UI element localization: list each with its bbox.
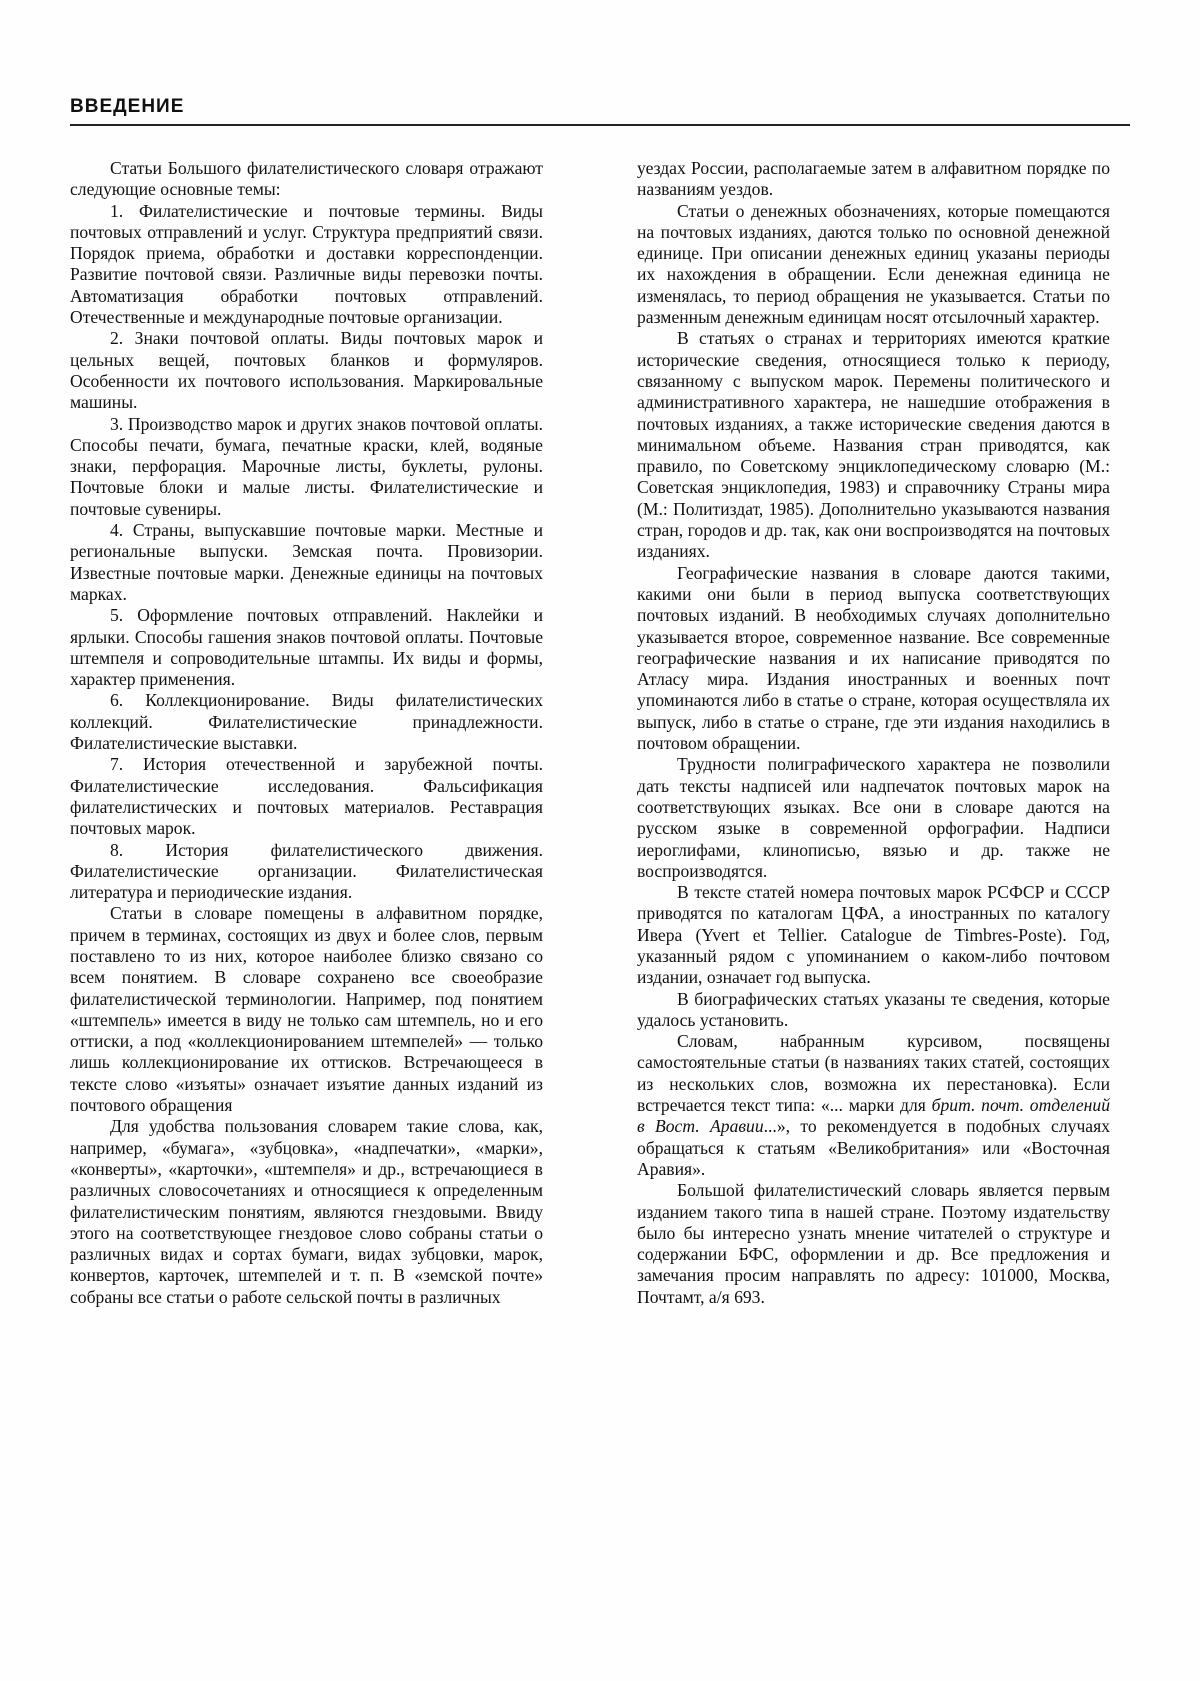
- topic-6-paragraph: 6. Коллекционирование. Виды филателистических коллекций. Филателистические принадлежности. Филателистические выставки.: [70, 690, 543, 754]
- book-page: [0, 0, 1200, 1681]
- left-column: [70, 158, 543, 1308]
- inscriptions-paragraph: Трудности полиграфического характера не позволили дать тексты надписей или надпечаток почтовых марок на соответствующих языках. Все они в словаре даются на русском языке в современной орфографии. Надписи иероглифами, клинописью, вязью и др. также не воспроизводятся.: [637, 754, 1110, 882]
- closing-paragraph: Большой филателистический словарь является первым изданием такого типа в нашей стране. Поэтому издательству было бы интересно узнать мнение читателей о структуре и содержании БФС, оформлении и др. Все предложения и замечания просим направлять по адресу: 101000, Москва, Почтамт, а/я 693.: [637, 1180, 1110, 1308]
- continuation-paragraph: уездах России, располагаемые затем в алфавитном порядке по названиям уездов.: [637, 158, 1110, 201]
- section-title: ВВЕДЕНИЕ: [70, 96, 184, 118]
- italics-paragraph: [637, 1031, 1110, 1180]
- topic-2-paragraph: 2. Знаки почтовой оплаты. Виды почтовых марок и цельных вещей, почтовых бланков и формуляров. Особенности их почтового использования. Маркировальные машины.: [70, 328, 543, 413]
- topic-4-paragraph: 4. Страны, выпускавшие почтовые марки. Местные и региональные выпуски. Земская почта. Провизории. Известные почтовые марки. Денежные единицы на почтовых марках.: [70, 520, 543, 605]
- topic-7-paragraph: 7. История отечественной и зарубежной почты. Филателистические исследования. Фальсификация филателистических и почтовых материалов. Реставрация почтовых марок.: [70, 754, 543, 839]
- countries-paragraph: В статьях о странах и территориях имеются краткие исторические сведения, относящиеся только к периоду, связанному с выпуском марок. Перемены политического и административного характера, не нашедшие отображения в почтовых изданиях, а также исторические сведения даются в минимальном объеме. Названия стран приводятся, как правило, по Советскому энциклопедическому словарю (М.: Советская энциклопедия, 1983) и справочнику Страны мира (М.: Политиздат, 1985). Дополнительно указываются названия стран, городов и др. так, как они воспроизводятся на почтовых изданиях.: [637, 328, 1110, 562]
- biographies-paragraph: В биографических статьях указаны те сведения, которые удалось установить.: [637, 989, 1110, 1032]
- header-rule: [70, 124, 1130, 126]
- nesting-words-paragraph: Для удобства пользования словарем такие слова, как, например, «бумага», «зубцовка», «надпечатки», «марки», «конверты», «карточки», «штемпеля» и др., встречающиеся в различных словосочетаниях и относящиеся к определенным филателистическим понятиям, являются гнездовыми. Ввиду этого на соответствующее гнездовое слово собраны статьи о различных видах и сортах бумаги, видах зубцовки, марок, конвертов, карточек, штемпелей и т. п. В «земской почте» собраны все статьи о работе сельской почты в различных: [70, 1116, 543, 1308]
- topic-5-paragraph: 5. Оформление почтовых отправлений. Наклейки и ярлыки. Способы гашения знаков почтовой оплаты. Почтовые штемпеля и сопроводительные штампы. Их виды и формы, характер применения.: [70, 605, 543, 690]
- geography-paragraph: Географические названия в словаре даются такими, какими они были в период выпуска соответствующих почтовых изданий. В необходимых случаях дополнительно указывается второе, современное название. Все современные географические названия и их написание приводятся по Атласу мира. Издания иностранных и военных почт упоминаются либо в статье о стране, которая осуществляла их выпуск, либо в статье о стране, где эти издания находились в почтовом обращении.: [637, 563, 1110, 755]
- italics-text-after: ...», то рекомендуется в подобных случаях обращаться к статьям «Великобритания» или «Восточная Аравия».: [637, 1116, 1110, 1179]
- italics-example: брит. почт. отделений в Вост. Аравии: [637, 1095, 1110, 1136]
- topic-3-paragraph: 3. Производство марок и других знаков почтовой оплаты. Способы печати, бумага, печатные краски, клей, водяные знаки, перфорация. Марочные листы, буклеты, рулоны. Почтовые блоки и малые листы. Филателистические и почтовые сувениры.: [70, 414, 543, 520]
- right-column: [637, 158, 1110, 1308]
- italics-text-before: Словам, набранным курсивом, посвящены самостоятельные статьи (в названиях таких статей, состоящих из нескольких слов, возможна их перестановка). Если встречается текст типа: «... марки для: [637, 1031, 1110, 1115]
- currency-paragraph: Статьи о денежных обозначениях, которые помещаются на почтовых изданиях, даются только по основной денежной единице. При описании денежных единиц указаны периоды их нахождения в обращении. Если денежная единица не изменялась, то период обращения не указывается. Статьи по разменным денежным единицам носят отсылочный характер.: [637, 201, 1110, 329]
- topic-1-paragraph: 1. Филателистические и почтовые термины. Виды почтовых отправлений и услуг. Структура предприятий связи. Порядок приема, обработки и доставки корреспонденции. Развитие почтовой связи. Различные виды перевозки почты. Автоматизация обработки почтовых отправлений. Отечественные и международные почтовые организации.: [70, 201, 543, 329]
- intro-paragraph: Статьи Большого филателистического словаря отражают следующие основные темы:: [70, 158, 543, 201]
- catalog-numbers-paragraph: В тексте статей номера почтовых марок РСФСР и СССР приводятся по каталогам ЦФА, а иностранных по каталогу Ивера (Yvert et Tellier. Catalogue de Timbres-Poste). Год, указанный рядом с упоминанием о каком-либо почтовом издании, означает год выпуска.: [637, 882, 1110, 988]
- topic-8-paragraph: 8. История филателистического движения. Филателистические организации. Филателистическая литература и периодические издания.: [70, 840, 543, 904]
- alphabetical-order-paragraph: Статьи в словаре помещены в алфавитном порядке, причем в терминах, состоящих из двух и более слов, первым поставлено то из них, которое наиболее близко связано со всем понятием. В словаре сохранено все своеобразие филателистической терминологии. Например, под понятием «штемпель» имеется в виду не только сам штемпель, но и его оттиски, а под «коллекционированием штемпелей» — только лишь коллекционирование их оттисков. Встречающееся в тексте слово «изъяты» означает изъятие данных изданий из почтового обращения: [70, 903, 543, 1116]
